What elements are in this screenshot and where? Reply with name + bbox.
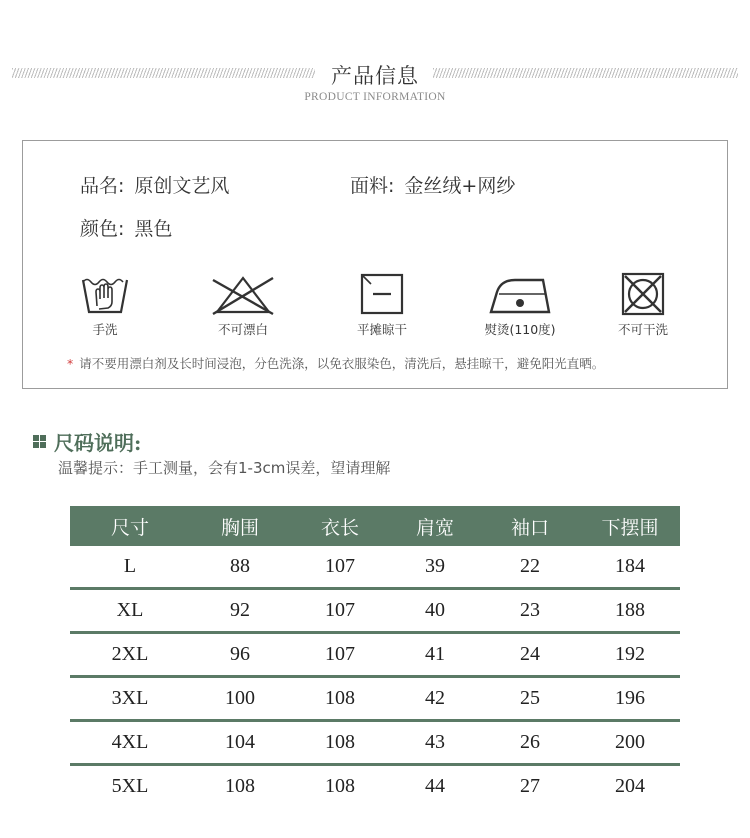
cell-chest: 104 (225, 731, 255, 753)
cell-cuff: 25 (520, 687, 540, 709)
care-item-iron (475, 272, 565, 338)
cell-length: 108 (325, 687, 355, 709)
care-item-dry-flat (337, 272, 427, 338)
table-row (70, 590, 680, 634)
cell-length: 108 (325, 731, 355, 753)
dry-flat-shade-icon (359, 272, 405, 316)
cell-length: 107 (325, 643, 355, 665)
care-label-iron: 熨烫(110度) (484, 322, 556, 337)
cell-chest: 88 (230, 555, 250, 577)
cell-shoulder: 40 (425, 599, 445, 621)
size-heading (33, 427, 141, 456)
cell-size: 3XL (111, 687, 149, 709)
cell-hem: 192 (615, 643, 645, 665)
table-row (70, 546, 680, 590)
size-title: 尺码说明: (54, 431, 142, 455)
product-fabric-value: 金丝绒+网纱 (404, 175, 516, 197)
product-fabric-row (350, 171, 515, 198)
header-hem: 下摆围 (601, 516, 659, 539)
cell-shoulder: 42 (425, 687, 445, 709)
cell-shoulder: 41 (425, 643, 445, 665)
cell-cuff: 27 (520, 775, 540, 797)
cell-size: L (123, 555, 137, 577)
header-size: 尺寸 (110, 516, 149, 539)
cell-hem: 188 (615, 599, 645, 621)
cell-hem: 196 (615, 687, 645, 709)
cell-cuff: 22 (520, 555, 540, 577)
product-color-label: 颜色: (80, 218, 125, 240)
table-row (70, 634, 680, 678)
cell-size: 4XL (111, 731, 149, 753)
cell-shoulder: 44 (425, 775, 445, 797)
table-row (70, 722, 680, 766)
care-label-no-bleach: 不可漂白 (217, 322, 268, 337)
size-table (70, 506, 680, 807)
cell-cuff: 24 (520, 643, 540, 665)
size-tip: 温馨提示：手工测量，会有1-3cm误差，望请理解 (58, 459, 391, 477)
cell-length: 107 (325, 555, 355, 577)
product-color-row (80, 214, 172, 241)
cell-hem: 200 (615, 731, 645, 753)
cell-cuff: 26 (520, 731, 540, 753)
cell-hem: 184 (615, 555, 645, 577)
no-bleach-icon (207, 272, 279, 316)
product-fabric-label: 面料: (350, 175, 395, 197)
header-cuff: 袖口 (510, 516, 549, 539)
care-note (67, 354, 604, 372)
cell-size: XL (116, 599, 144, 621)
table-row (70, 766, 680, 807)
product-color-value: 黑色 (134, 218, 173, 240)
cell-cuff: 23 (520, 599, 540, 621)
cell-length: 107 (325, 599, 355, 621)
product-name-label: 品名: (80, 175, 125, 197)
grid-squares-icon (33, 435, 46, 448)
no-tumble-dry-icon (616, 272, 670, 316)
cell-size: 5XL (111, 775, 149, 797)
header-chest: 胸围 (220, 516, 259, 539)
cell-size: 2XL (111, 643, 149, 665)
header-divider-right (433, 68, 738, 78)
cell-chest: 108 (225, 775, 255, 797)
care-item-no-bleach (198, 272, 288, 338)
header-length: 衣长 (320, 516, 359, 539)
care-label-hand-wash: 手洗 (92, 322, 118, 337)
cell-shoulder: 43 (425, 731, 445, 753)
care-note-mark: * (67, 356, 74, 371)
care-label-dry-flat: 平摊晾干 (356, 322, 407, 337)
cell-length: 108 (325, 775, 355, 797)
care-label-no-dry-clean: 不可干洗 (617, 322, 668, 337)
care-item-no-dry-clean (598, 272, 688, 338)
iron-110-icon (487, 272, 553, 316)
size-table-header (70, 506, 680, 546)
product-name-row (80, 171, 229, 198)
section-subtitle: PRODUCT INFORMATION (304, 91, 446, 103)
cell-chest: 96 (230, 643, 250, 665)
header-shoulder: 肩宽 (415, 516, 454, 539)
hand-wash-icon (79, 272, 131, 316)
cell-shoulder: 39 (425, 555, 445, 577)
table-row (70, 678, 680, 722)
care-note-text: 请不要用漂白剂及长时间浸泡，分色洗涤，以免衣服染色，清洗后，悬挂晾干，避免阳光直晒。 (79, 356, 605, 371)
section-title: 产品信息 (331, 64, 419, 88)
care-item-hand-wash (60, 272, 150, 338)
cell-hem: 204 (615, 775, 645, 797)
cell-chest: 92 (230, 599, 250, 621)
product-name-value: 原创文艺风 (134, 175, 230, 197)
cell-chest: 100 (225, 687, 255, 709)
